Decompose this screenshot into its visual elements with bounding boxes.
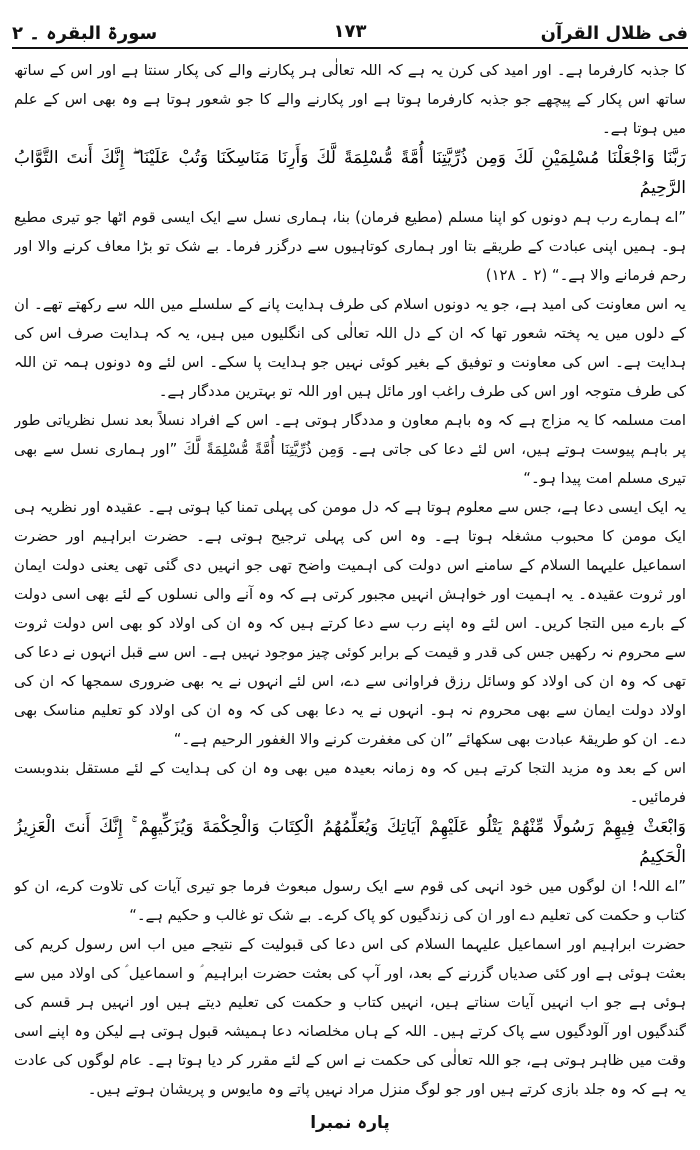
paragraph: یہ اس معاونت کی امید ہے، جو یہ دونوں اسلام کی طرف ہدایت پانے کے سلسلے میں اللہ سے رکھتے تھے۔ ان کے دلوں میں یہ پختہ شعور تھا کہ ان کے دل اللہ تعالٰی کی انگلیوں میں ہیں، یہ کہ ہدایت صرف اس کی ہدایت ہے۔ اس کی معاونت و توفیق کے بغیر کوئی نہیں جو ہدایت پا سکے۔ اس لئے وہ دونوں ہمہ تن اللہ کی طرف متوجہ اور اس کی طرف راغب اور مائل ہیں اور اللہ تو بہترین مددگار ہے۔ <box>14 296 686 400</box>
paragraph: امت مسلمہ کا یہ مزاج ہے کہ وہ باہم معاون و مددگار ہوتی ہے۔ اس کے افراد نسلاً بعد نسل نظریاتی طور پر باہم پیوست ہوتے ہیں، اس لئے دعا کی جاتی ہے۔ وَمِن ذُرِّيَّتِنَا أُمَّةً مُّسْلِمَةً لَّكَ ”اور ہماری نسل سے بھی تیری مسلم امت پیدا ہو۔“ <box>14 412 686 487</box>
page-footer: پارہ نمبرا <box>310 1113 390 1133</box>
paragraph: کا جذبہ کارفرما ہے۔ اور امید کی کرن یہ ہے کہ اللہ تعالٰی ہر پکارنے والے کی پکار سنتا ہے اور اس کے ساتھ ساتھ اس پکار کے پیچھے جو جذبہ کارفرما ہوتا ہے اور پکارنے والے کا جو شعور ہوتا ہے وہ بھی اس کے علم میں ہوتا ہے۔ <box>14 62 686 137</box>
quran-verse: وَابْعَثْ فِيهِمْ رَسُولًا مِّنْهُمْ يَتْلُو عَلَيْهِمْ آيَاتِكَ وَيُعَلِّمُهُمُ الْكِتَابَ وَالْحِكْمَةَ وَيُزَكِّيهِمْ ۚ إِنَّكَ أَنتَ الْعَزِيزُ الْحَكِيمُ <box>14 817 686 867</box>
surah-name: سورۃ البقرہ ۔ ۲ <box>12 23 158 44</box>
page-body <box>14 56 686 1106</box>
page-number: ۱۷۳ <box>333 21 367 42</box>
paragraph: اس کے بعد وہ مزید التجا کرتے ہیں کہ وہ زمانہ بعیدہ میں بھی وہ ان کی ہدایت کے لئے مستقل بندوبست فرمائیں۔ <box>14 760 686 806</box>
paragraph <box>14 1104 686 1106</box>
paragraph: حضرت ابراہیم اور اسماعیل علیہما السلام کی اس دعا کی قبولیت کے نتیجے میں اب اس رسول کریم کی بعثت ہوئی ہے اور کئی صدیاں گزرنے کے بعد، اور آپ کی بعثت حضرت ابراہیم ؑ و اسماعیل ؑ کی اولاد میں سے ہوئی ہے جو اب انہیں آیات سناتے ہیں، انہیں کتاب و حکمت کی تعلیم دیتے ہیں اور انہیں ہر قسم کی گندگیوں اور آلودگیوں سے پاک کرتے ہیں۔ اللہ کے ہاں مخلصانہ دعا ہمیشہ قبول ہوتی ہے لیکن وہ اپنے اسی وقت میں ظاہر ہوتی ہے، جو اللہ تعالٰی کی حکمت نے اس کے لئے مقرر کر دیا ہوتا ہے۔ عام لوگوں کی عادت یہ ہے کہ وہ جلد بازی کرتے ہیں اور جو لوگ منزل مراد نہیں پاتے وہ مایوس و پریشان ہوتے ہیں۔ <box>14 936 686 1098</box>
header-rule <box>12 47 688 49</box>
paragraph: یہ ایک ایسی دعا ہے، جس سے معلوم ہوتا ہے کہ دل مومن کی پہلی تمنا کیا ہوتی ہے۔ عقیدہ اور نظریہ ہی ایک مومن کا محبوب مشغلہ ہوتا ہے۔ وہ اس کی پہلی ترجیح ہوتی ہے۔ حضرت ابراہیم اور حضرت اسماعیل علیہما السلام کے سامنے اس دولت کی اہمیت واضح تھی جو انہیں دی گئی تھی یعنی دولت ایمان اور ثروت عقیدہ۔ یہ اہمیت اور خواہش انہیں مجبور کرتی ہے کہ وہ آنے والی نسلوں کے لئے بھی اسی دولت کے بارے میں التجا کریں۔ اس لئے وہ اپنے رب سے دعا کرتے ہیں کہ وہ ان کی اولاد کو بھی اس دولت ثروت سے محروم نہ رکھیں جس کی قدر و قیمت کے برابر کوئی چیز موجود نہیں ہے۔ اس سے قبل انہوں نے دعا کی تھی کہ وہ ان کی اولاد کو وسائل رزق فراوانی سے دے، اس لئے انہوں نے یہ بھی ضروری سمجھا کہ ان کی اولاد دولت ایمان سے بھی محروم نہ ہو۔ انہوں نے یہ دعا بھی کی کہ وہ ان کی اولاد کو تعلیم مناسک بھی دے۔ ان کو طریقۂ عبادت بھی سکھائے ”ان کی مغفرت کرنے والا الغفور الرحیم ہے۔“ <box>14 499 686 748</box>
quran-verse: رَبَّنَا وَاجْعَلْنَا مُسْلِمَيْنِ لَكَ وَمِن ذُرِّيَّتِنَا أُمَّةً مُّسْلِمَةً لَّكَ وَأَرِنَا مَنَاسِكَنَا وَتُبْ عَلَيْنَا ۖ إِنَّكَ أَنتَ التَّوَّابُ الرَّحِيمُ <box>14 148 686 198</box>
verse-translation: ”اے ہمارے رب ہم دونوں کو اپنا مسلم (مطیع فرمان) بنا، ہماری نسل سے ایک ایسی قوم اٹھا جو تیری مطیع ہو۔ ہمیں اپنی عبادت کے طریقے بتا اور ہماری کوتاہیوں سے درگزر فرما۔ بے شک تو بڑا معاف کرنے والا اور رحم فرمانے والا ہے۔“ (۲ ۔ ۱۲۸) <box>14 209 686 284</box>
page-header <box>12 8 688 44</box>
verse-translation: ”اے اللہ! ان لوگوں میں خود انہی کی قوم سے ایک رسول مبعوث فرما جو تیری آیات کی تلاوت کرے، ان کو کتاب و حکمت کی تعلیم دے اور ان کی زندگیوں کو پاک کرے۔ بے شک تو غالب و حکیم ہے۔“ <box>14 878 686 924</box>
book-title: فی ظلال القرآن <box>540 23 688 44</box>
